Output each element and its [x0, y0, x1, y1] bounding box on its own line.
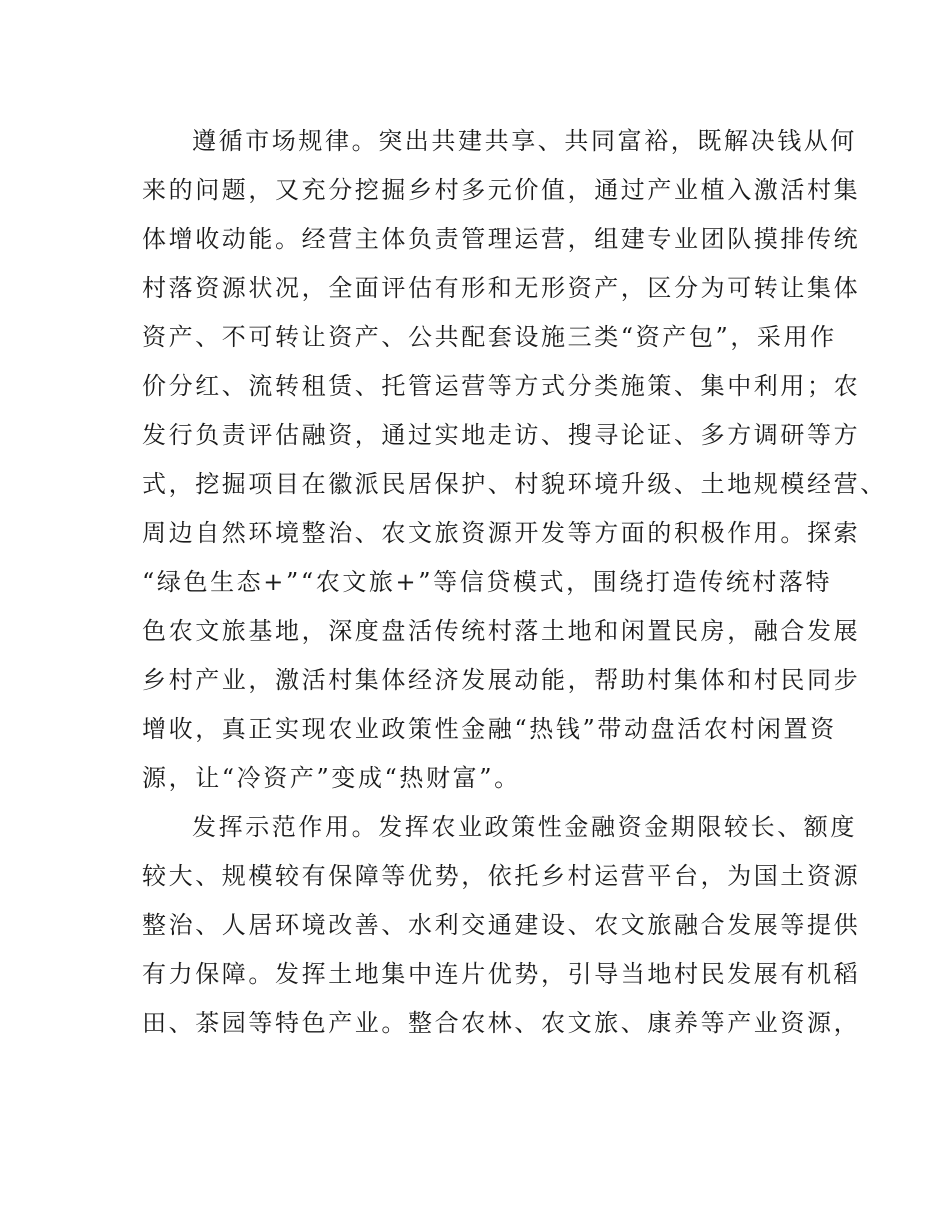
- text-line: 有力保障。发挥土地集中连片优势，引导当地村民发展有机稻: [142, 960, 861, 988]
- paragraph-market-rules: [142, 117, 887, 803]
- text-line: “绿色生态+”“农文旅+”等信贷模式，围绕打造传统村落特: [142, 568, 833, 596]
- text-line: 增收，真正实现农业政策性金融“热钱”带动盘活农村闲置资: [142, 715, 837, 743]
- text-line: 田、茶园等特色产业。整合农林、农文旅、康养等产业资源，: [142, 1009, 861, 1037]
- text-line: 乡村产业，激活村集体经济发展动能，帮助村集体和村民同步: [142, 666, 861, 694]
- text-line: 发挥示范作用。发挥农业政策性金融资金期限较长、额度: [192, 813, 857, 841]
- text-line: 周边自然环境整治、农文旅资源开发等方面的积极作用。探索: [142, 519, 861, 547]
- text-line: 式，挖掘项目在徽派民居保护、村貌环境升级、土地规模经营、: [142, 470, 887, 498]
- text-line: 发行负责评估融资，通过实地走访、搜寻论证、多方调研等方: [142, 421, 861, 449]
- text-line: 色农文旅基地，深度盘活传统村落土地和闲置民房，融合发展: [142, 617, 861, 645]
- paragraph-demonstration-role: [142, 803, 861, 1048]
- text-line: 遵循市场规律。突出共建共享、共同富裕，既解决钱从何: [192, 127, 857, 155]
- text-line: 源，让“冷资产”变成“热财富”。: [142, 764, 521, 792]
- text-line: 整治、人居环境改善、水利交通建设、农文旅融合发展等提供: [142, 911, 861, 939]
- text-line: 价分红、流转租赁、托管运营等方式分类施策、集中利用；农: [142, 372, 861, 400]
- text-line: 来的问题，又充分挖掘乡村多元价值，通过产业植入激活村集: [142, 176, 861, 204]
- text-line: 体增收动能。经营主体负责管理运营，组建专业团队摸排传统: [142, 225, 861, 253]
- text-line: 较大、规模较有保障等优势，依托乡村运营平台，为国土资源: [142, 862, 861, 890]
- text-line: 资产、不可转让资产、公共配套设施三类“资产包”，采用作: [142, 323, 837, 351]
- text-line: 村落资源状况，全面评估有形和无形资产，区分为可转让集体: [142, 274, 861, 302]
